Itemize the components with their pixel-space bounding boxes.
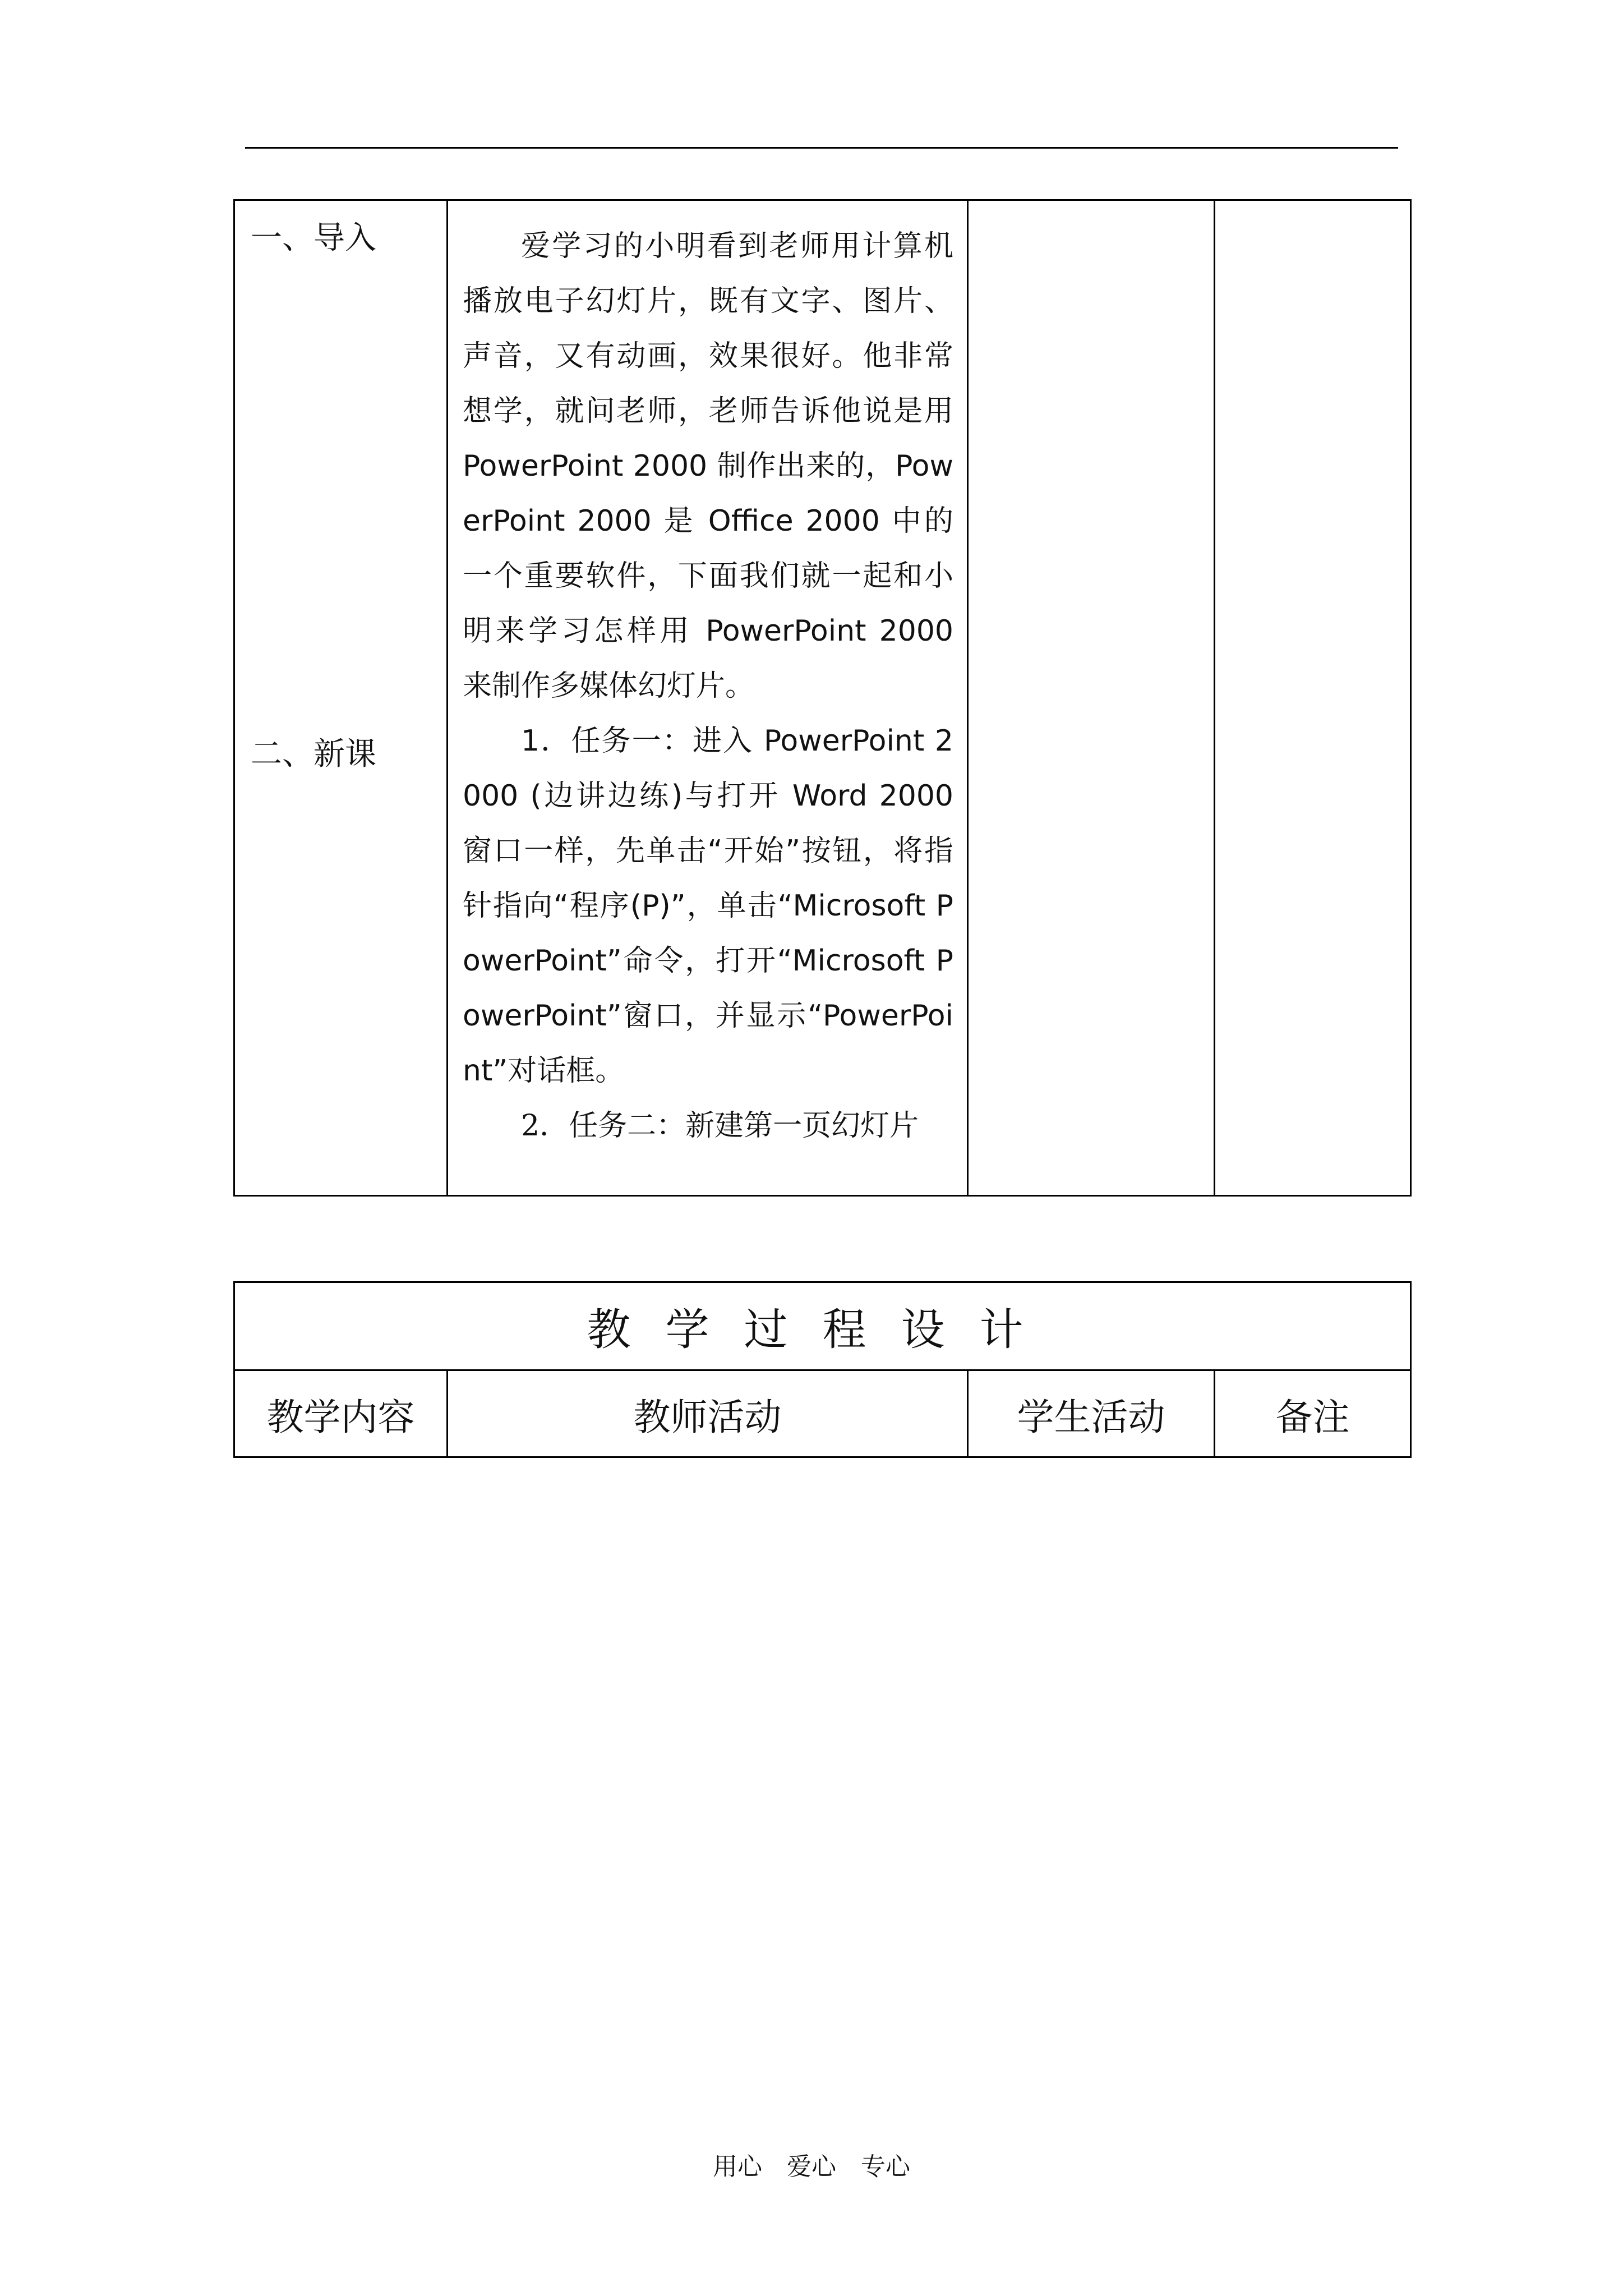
header-student-activity: 学生活动 [968, 1370, 1215, 1457]
header-teacher-activity: 教师活动 [448, 1370, 968, 1457]
section-intro-label: 一、导入 [251, 220, 376, 256]
task-one-paragraph: 1．任务一：进入 PowerPoint 2000 (边讲边练)与打开 Word 2000 窗口一样，先单击“开始”按钮，将指针指向“程序(P)”，单击“Microsoft PowerPoint”命令，打开“Microsoft PowerPoint”窗口，并显示“PowerPoint”对话框。 [463, 724, 953, 1088]
student-activity-cell [968, 200, 1215, 1196]
teacher-activity-cell [448, 200, 968, 1196]
content-cell [234, 200, 448, 1196]
task-two-paragraph: 2．任务二：新建第一页幻灯片 [521, 1109, 919, 1143]
table-row [234, 200, 1411, 1196]
page-footer: 用心 爱心 专心 [713, 2152, 910, 2181]
lesson-content-table [233, 199, 1412, 1197]
header-rule [245, 147, 1398, 149]
header-notes: 备注 [1215, 1370, 1411, 1457]
table-header-row [234, 1370, 1411, 1457]
teaching-process-table [233, 1281, 1412, 1458]
section-new-label: 二、新课 [251, 736, 376, 772]
table-title-row [234, 1282, 1411, 1370]
header-teaching-content: 教学内容 [234, 1370, 448, 1457]
table-title: 教学过程设计 [234, 1282, 1411, 1370]
intro-paragraph: 爱学习的小明看到老师用计算机播放电子幻灯片，既有文字、图片、声音，又有动画，效果很好。他非常想学，就问老师，老师告诉他说是用 PowerPoint 2000 制作出来的，PowerPoint 2000 是 Office 2000 中的一个重要软件，下面我们就一起和小明来学习怎样用 PowerPoint 2000 来制作多媒体幻灯片。 [463, 229, 953, 703]
teacher-activity-text [448, 201, 967, 1153]
notes-cell [1215, 200, 1411, 1196]
